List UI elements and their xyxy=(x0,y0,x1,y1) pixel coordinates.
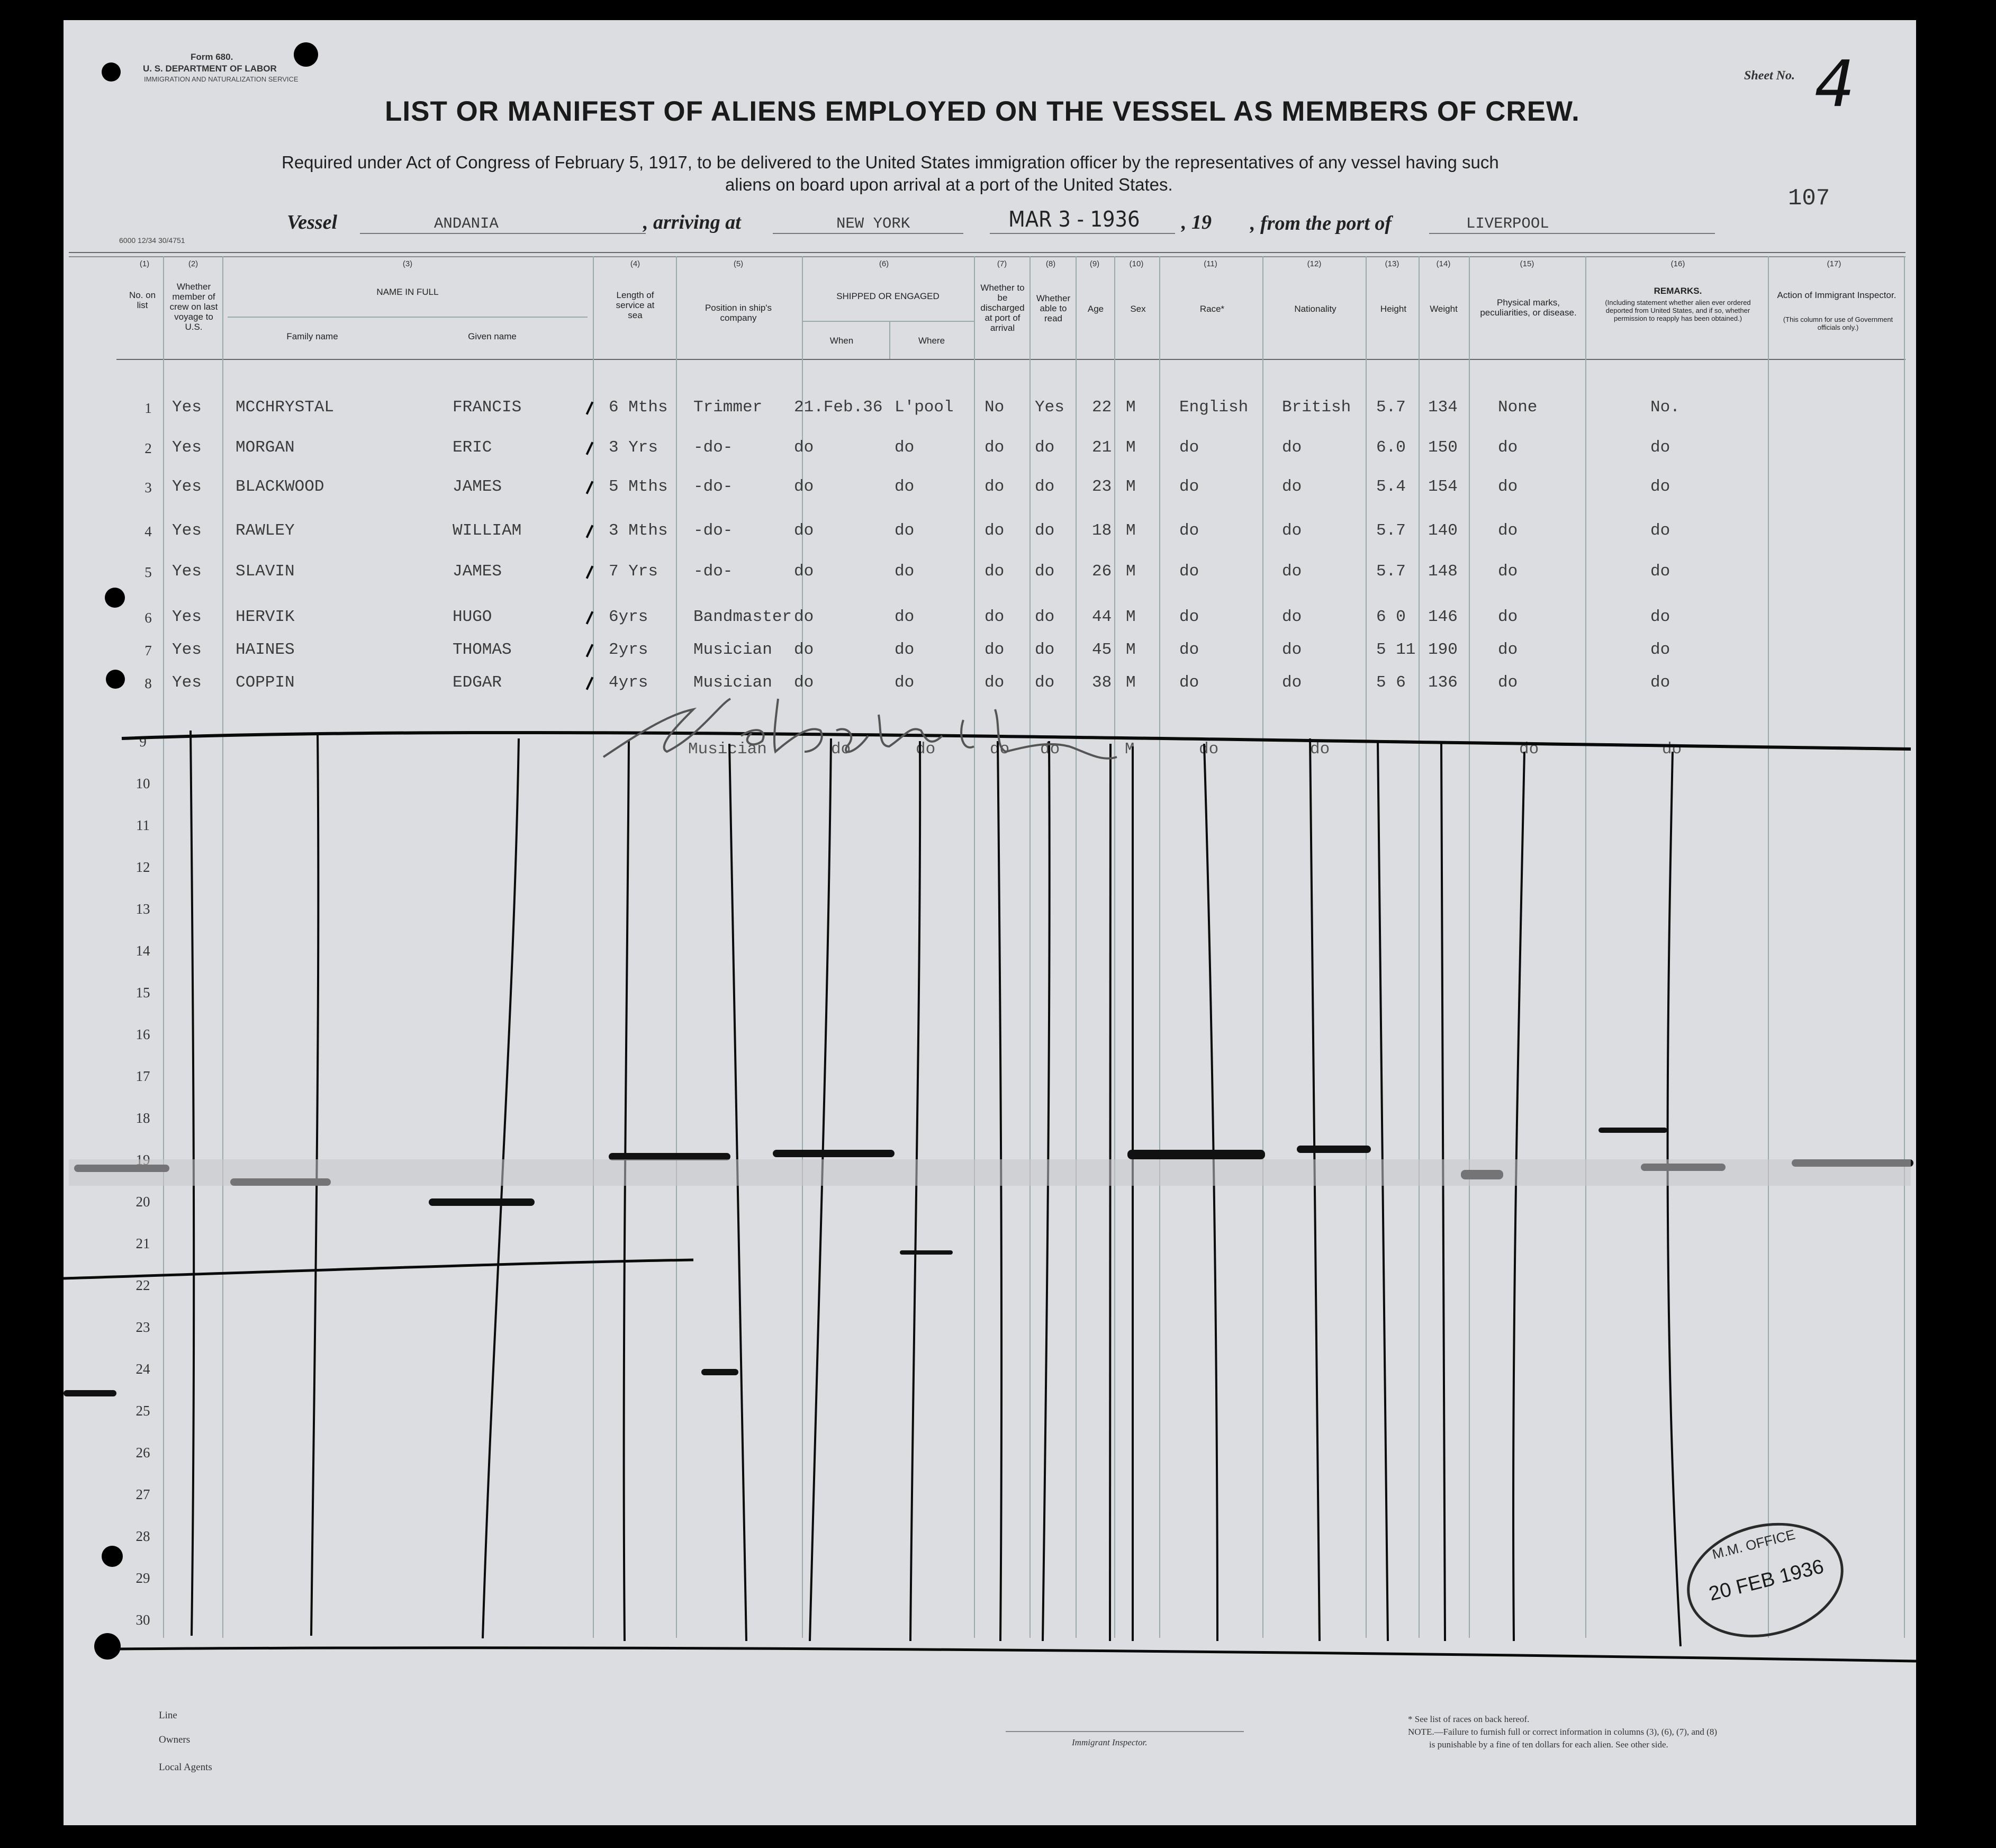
cell-where: do xyxy=(895,521,915,540)
cell-service: 2yrs xyxy=(609,641,648,659)
cell-family: HAINES xyxy=(236,641,295,659)
col-head-remarks-note: (Including statement whether alien ever ordered deported from United States, and if so, whether permission to reapply has been obtained.) xyxy=(1605,299,1751,322)
col-num-16: (16) xyxy=(1670,259,1685,268)
row9-nationality: do xyxy=(1310,740,1330,759)
cell-race: do xyxy=(1179,438,1199,457)
cell-read: Yes xyxy=(1035,398,1064,417)
row9-when: do xyxy=(831,740,851,759)
empty-row-number: 22 xyxy=(136,1277,150,1293)
cell-where: do xyxy=(895,641,915,659)
col-head-action-note: (This column for use of Government officials only.) xyxy=(1783,315,1893,331)
ink-smudge xyxy=(429,1198,535,1206)
cell-position: -do- xyxy=(693,477,733,496)
col-num-13: (13) xyxy=(1385,259,1399,268)
empty-row-number: 29 xyxy=(136,1570,150,1586)
cell-race: do xyxy=(1179,521,1199,540)
col-num-5: (5) xyxy=(733,259,744,268)
cell-service: 4yrs xyxy=(609,673,648,692)
cell-race: do xyxy=(1179,477,1199,496)
footer-owners-label: Owners xyxy=(159,1734,191,1745)
cell-remarks: do xyxy=(1650,477,1670,496)
cell-height: 5.4 xyxy=(1376,477,1406,496)
cell-age: 21 xyxy=(1092,438,1112,457)
col-num-7: (7) xyxy=(997,259,1007,268)
empty-row-number: 13 xyxy=(136,901,150,917)
row9-where: do xyxy=(916,740,936,759)
cell-service: 3 Yrs xyxy=(609,438,658,457)
cell-race: do xyxy=(1179,673,1199,692)
form-department: U. S. DEPARTMENT OF LABOR xyxy=(143,64,277,74)
row-number: 2 xyxy=(144,440,152,456)
cell-family: BLACKWOOD xyxy=(236,477,324,496)
ink-smudge xyxy=(1127,1150,1265,1159)
cell-service: 6yrs xyxy=(609,608,648,626)
cell-age: 38 xyxy=(1092,673,1112,692)
cell-crew: Yes xyxy=(172,673,202,692)
col-head-nationality: Nationality xyxy=(1294,304,1336,314)
col-head-remarks: REMARKS. xyxy=(1654,286,1702,296)
col-num-10: (10) xyxy=(1129,259,1144,268)
penalty-note-1: NOTE.—Failure to furnish full or correct information in columns (3), (6), (7), and (8) xyxy=(1408,1727,1717,1737)
cell-height: 5 11 xyxy=(1376,641,1416,659)
empty-row-number: 11 xyxy=(136,817,150,833)
inspector-signature xyxy=(593,672,1175,773)
cell-position: Musician xyxy=(693,673,772,692)
cell-nationality: do xyxy=(1282,521,1302,540)
col-num-9: (9) xyxy=(1089,259,1100,268)
col-head-weight: Weight xyxy=(1430,304,1458,314)
cell-given: THOMAS xyxy=(453,641,512,659)
cell-family: MORGAN xyxy=(236,438,295,457)
cell-age: 23 xyxy=(1092,477,1112,496)
ink-smudge xyxy=(64,1390,116,1396)
col-head-when: When xyxy=(829,336,854,346)
cell-height: 5.7 xyxy=(1376,398,1406,417)
cell-race: do xyxy=(1179,608,1199,626)
race-note: * See list of races on back hereof. xyxy=(1408,1714,1530,1724)
cell-service: 6 Mths xyxy=(609,398,668,417)
cell-height: 5.7 xyxy=(1376,521,1406,540)
cell-race: English xyxy=(1179,398,1249,417)
cell-discharged: No xyxy=(985,398,1005,417)
empty-row-number: 20 xyxy=(136,1194,150,1210)
cell-age: 44 xyxy=(1092,608,1112,626)
empty-row-number: 10 xyxy=(136,776,150,791)
col-head-crew: Whether member of crew on last voyage to U.S. xyxy=(169,282,218,332)
cell-when: do xyxy=(794,608,814,626)
row9-read: do xyxy=(1040,740,1060,759)
col-num-8: (8) xyxy=(1045,259,1056,268)
cell-marks: do xyxy=(1498,562,1518,581)
row-number: 5 xyxy=(144,564,152,580)
empty-row-number: 15 xyxy=(136,985,150,1000)
empty-row-number: 14 xyxy=(136,943,150,959)
cell-marks: do xyxy=(1498,477,1518,496)
cell-discharged: do xyxy=(985,673,1005,692)
cell-service: 5 Mths xyxy=(609,477,668,496)
col-num-11: (11) xyxy=(1204,259,1217,268)
empty-row-number: 9 xyxy=(139,734,147,750)
cell-where: L'pool xyxy=(895,398,954,417)
cell-when: do xyxy=(794,477,814,496)
cell-given: JAMES xyxy=(453,562,502,581)
cell-family: SLAVIN xyxy=(236,562,295,581)
cell-crew: Yes xyxy=(172,438,202,457)
cell-given: ERIC xyxy=(453,438,492,457)
row-number: 1 xyxy=(144,400,152,416)
cell-weight: 140 xyxy=(1428,521,1458,540)
stamp-date: 20 FEB 1936 xyxy=(1706,1555,1826,1606)
col-head-action: Action of Immigrant Inspector. xyxy=(1777,290,1896,300)
cell-discharged: do xyxy=(985,521,1005,540)
col-head-shipped: SHIPPED OR ENGAGED xyxy=(836,291,940,301)
cell-sex: M xyxy=(1126,438,1136,457)
row-number: 4 xyxy=(144,524,152,539)
cell-marks: do xyxy=(1498,673,1518,692)
cell-read: do xyxy=(1035,562,1055,581)
cell-race: do xyxy=(1179,641,1199,659)
cell-weight: 150 xyxy=(1428,438,1458,457)
cell-read: do xyxy=(1035,477,1055,496)
cell-remarks: do xyxy=(1650,641,1670,659)
empty-row-number: 24 xyxy=(136,1361,150,1377)
arrival-date-stamp: MAR 3 - 1936 xyxy=(1008,206,1140,232)
arriving-label: , arriving at xyxy=(643,211,741,233)
row9-sex: M xyxy=(1125,740,1135,759)
cell-nationality: do xyxy=(1282,641,1302,659)
signature-text xyxy=(603,741,661,750)
cell-given: WILLIAM xyxy=(453,521,522,540)
cell-sex: M xyxy=(1126,608,1136,626)
inspector-label: Immigrant Inspector. xyxy=(1072,1737,1148,1747)
cell-weight: 134 xyxy=(1428,398,1458,417)
cell-height: 6 0 xyxy=(1376,608,1406,626)
cell-position: Trimmer xyxy=(693,398,763,417)
penalty-note-2: is punishable by a fine of ten dollars for each alien. See other side. xyxy=(1429,1739,1668,1750)
cell-discharged: do xyxy=(985,477,1005,496)
row-number: 6 xyxy=(144,610,152,626)
cell-where: do xyxy=(895,438,915,457)
cell-position: -do- xyxy=(693,562,733,581)
empty-row-number: 30 xyxy=(136,1612,150,1628)
cell-marks: do xyxy=(1498,608,1518,626)
cell-given: EDGAR xyxy=(453,673,502,692)
cell-nationality: do xyxy=(1282,477,1302,496)
cell-nationality: do xyxy=(1282,562,1302,581)
row9-marks: do xyxy=(1519,740,1539,759)
col-head-discharged: Whether to be discharged at port of arrival xyxy=(980,283,1025,333)
inspector-sign-line xyxy=(1006,1731,1244,1732)
cell-marks: do xyxy=(1498,641,1518,659)
footer-line-label: Line xyxy=(159,1710,177,1721)
cell-family: MCCHRYSTAL xyxy=(236,398,335,417)
row9-race: do xyxy=(1199,740,1219,759)
cell-age: 18 xyxy=(1092,521,1112,540)
cell-where: do xyxy=(895,608,915,626)
cell-given: JAMES xyxy=(453,477,502,496)
empty-row-number: 27 xyxy=(136,1486,150,1502)
cell-marks: None xyxy=(1498,398,1538,417)
year-label: , 19 xyxy=(1181,211,1212,233)
cell-nationality: British xyxy=(1282,398,1351,417)
from-label: , from the port of xyxy=(1250,212,1392,235)
cell-position: -do- xyxy=(693,438,733,457)
page-title: LIST OR MANIFEST OF ALIENS EMPLOYED ON THE VESSEL AS MEMBERS OF CREW. xyxy=(385,96,1580,127)
cell-age: 22 xyxy=(1092,398,1112,417)
vessel-name: ANDANIA xyxy=(434,215,499,232)
col-num-15: (15) xyxy=(1520,259,1534,268)
empty-row-number: 18 xyxy=(136,1110,150,1126)
cell-read: do xyxy=(1035,673,1055,692)
col-num-17: (17) xyxy=(1827,259,1841,268)
col-head-read: Whether able to read xyxy=(1036,293,1071,323)
col-num-14: (14) xyxy=(1436,259,1451,268)
sheet-number: 4 xyxy=(1814,48,1855,121)
empty-row-number: 21 xyxy=(136,1236,150,1251)
cell-where: do xyxy=(895,477,915,496)
cell-weight: 136 xyxy=(1428,673,1458,692)
cell-sex: M xyxy=(1126,673,1136,692)
cell-read: do xyxy=(1035,521,1055,540)
cell-age: 26 xyxy=(1092,562,1112,581)
cell-crew: Yes xyxy=(172,521,202,540)
cell-when: do xyxy=(794,562,814,581)
sheet-label: Sheet No. xyxy=(1744,69,1795,83)
col-num-3: (3) xyxy=(402,259,413,268)
col-head-physical: Physical marks, peculiarities, or disease. xyxy=(1480,298,1577,318)
ink-smudge xyxy=(1598,1128,1667,1133)
row9-remarks: do xyxy=(1662,740,1682,759)
cell-remarks: do xyxy=(1650,673,1670,692)
cell-when: do xyxy=(794,673,814,692)
torn-band xyxy=(69,1159,1911,1186)
col-head-no: No. on list xyxy=(129,290,156,310)
cell-where: do xyxy=(895,673,915,692)
cell-position: Musician xyxy=(693,641,772,659)
cell-service: 7 Yrs xyxy=(609,562,658,581)
cell-discharged: do xyxy=(985,641,1005,659)
cell-read: do xyxy=(1035,641,1055,659)
cell-position: Bandmaster xyxy=(693,608,792,626)
cell-family: COPPIN xyxy=(236,673,295,692)
col-head-service: Length of service at sea xyxy=(616,290,655,320)
subtitle-line1: Required under Act of Congress of February 5, 1917, to be delivered to the United States immigration officer by the representatives of any vessel having such xyxy=(282,152,1499,172)
footer-agents-label: Local Agents xyxy=(159,1762,212,1773)
row9-position: Musician xyxy=(688,740,767,759)
cell-when: 21.Feb.36 xyxy=(794,398,883,417)
cell-marks: do xyxy=(1498,521,1518,540)
cell-sex: M xyxy=(1126,477,1136,496)
empty-row-number: 17 xyxy=(136,1068,150,1084)
cell-read: do xyxy=(1035,608,1055,626)
col-head-height: Height xyxy=(1380,304,1407,314)
cell-given: HUGO xyxy=(453,608,492,626)
cell-weight: 146 xyxy=(1428,608,1458,626)
cell-discharged: do xyxy=(985,438,1005,457)
col-num-2: (2) xyxy=(188,259,198,268)
cell-read: do xyxy=(1035,438,1055,457)
col-head-name: NAME IN FULL xyxy=(376,287,439,297)
cell-crew: Yes xyxy=(172,608,202,626)
cell-sex: M xyxy=(1126,641,1136,659)
cell-height: 5.7 xyxy=(1376,562,1406,581)
row-number: 3 xyxy=(144,480,152,495)
col-num-6: (6) xyxy=(879,259,889,268)
cell-weight: 190 xyxy=(1428,641,1458,659)
col-num-1: (1) xyxy=(139,259,150,268)
col-head-position: Position in ship's company xyxy=(705,303,772,323)
cell-sex: M xyxy=(1126,398,1136,417)
col-head-sex: Sex xyxy=(1130,304,1146,314)
form-service: IMMIGRATION AND NATURALIZATION SERVICE xyxy=(144,75,299,83)
page-number: 107 xyxy=(1788,185,1830,212)
cell-nationality: do xyxy=(1282,673,1302,692)
cell-when: do xyxy=(794,438,814,457)
col-head-family: Family name xyxy=(286,331,338,341)
empty-row-number: 28 xyxy=(136,1528,150,1544)
empty-row-number: 26 xyxy=(136,1445,150,1461)
cell-weight: 154 xyxy=(1428,477,1458,496)
subtitle-line2: aliens on board upon arrival at a port of the United States. xyxy=(725,175,1173,194)
cell-height: 5 6 xyxy=(1376,673,1406,692)
col-num-4: (4) xyxy=(630,259,640,268)
stamp-top: M.M. OFFICE xyxy=(1710,1526,1797,1563)
cell-crew: Yes xyxy=(172,398,202,417)
col-num-12: (12) xyxy=(1307,259,1322,268)
cell-remarks: do xyxy=(1650,608,1670,626)
cell-crew: Yes xyxy=(172,641,202,659)
ink-smudge xyxy=(701,1369,738,1375)
ink-smudge xyxy=(1297,1146,1371,1153)
cell-sex: M xyxy=(1126,562,1136,581)
arriving-port: NEW YORK xyxy=(836,215,910,232)
row-number: 7 xyxy=(144,643,152,659)
cell-remarks: do xyxy=(1650,438,1670,457)
cell-remarks: do xyxy=(1650,562,1670,581)
print-code: 6000 12/34 30/4751 xyxy=(119,236,185,245)
empty-row-number: 16 xyxy=(136,1026,150,1042)
row-number: 8 xyxy=(144,675,152,691)
cell-height: 6.0 xyxy=(1376,438,1406,457)
cell-sex: M xyxy=(1126,521,1136,540)
row9-discharged: do xyxy=(990,740,1010,759)
cell-crew: Yes xyxy=(172,477,202,496)
col-head-given: Given name xyxy=(468,331,517,341)
cell-crew: Yes xyxy=(172,562,202,581)
cell-nationality: do xyxy=(1282,438,1302,457)
cell-family: RAWLEY xyxy=(236,521,295,540)
col-head-race: Race* xyxy=(1199,304,1225,314)
empty-row-number: 25 xyxy=(136,1403,150,1419)
col-head-age: Age xyxy=(1087,304,1104,314)
cell-discharged: do xyxy=(985,562,1005,581)
cell-remarks: do xyxy=(1650,521,1670,540)
cell-given: FRANCIS xyxy=(453,398,522,417)
cell-discharged: do xyxy=(985,608,1005,626)
cell-position: -do- xyxy=(693,521,733,540)
cell-service: 3 Mths xyxy=(609,521,668,540)
col-head-where: Where xyxy=(918,336,945,346)
cell-marks: do xyxy=(1498,438,1518,457)
vessel-label: Vessel xyxy=(287,211,337,233)
cell-remarks: No. xyxy=(1650,398,1680,417)
ink-smudge xyxy=(900,1250,953,1255)
ink-smudge xyxy=(773,1150,895,1157)
cell-weight: 148 xyxy=(1428,562,1458,581)
cell-when: do xyxy=(794,641,814,659)
form-number: Form 680. xyxy=(191,52,233,62)
cell-family: HERVIK xyxy=(236,608,295,626)
cell-nationality: do xyxy=(1282,608,1302,626)
empty-row-number: 12 xyxy=(136,859,150,875)
cell-age: 45 xyxy=(1092,641,1112,659)
cell-when: do xyxy=(794,521,814,540)
empty-row-number: 23 xyxy=(136,1319,150,1335)
cell-where: do xyxy=(895,562,915,581)
cell-race: do xyxy=(1179,562,1199,581)
from-port: LIVERPOOL xyxy=(1466,215,1549,232)
